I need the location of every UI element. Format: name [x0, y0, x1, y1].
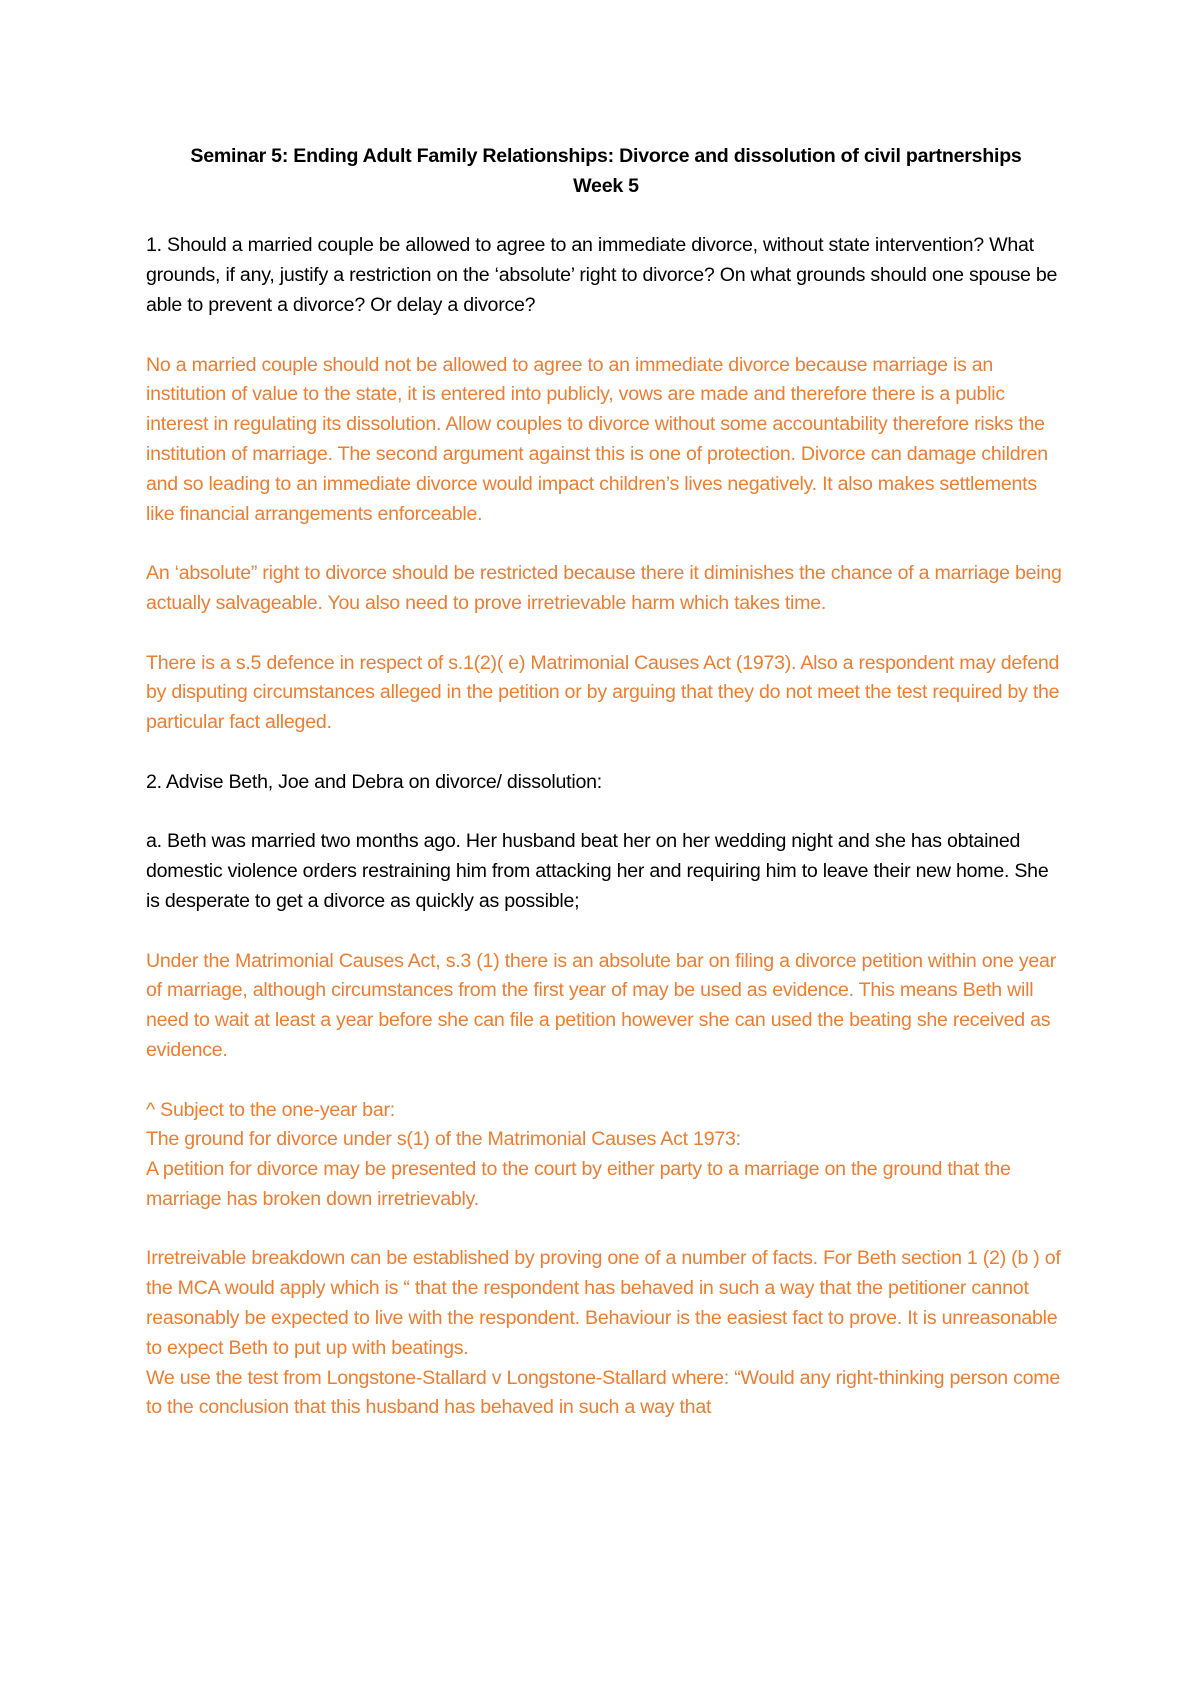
- question-1: 1. Should a married couple be allowed to agree to an immediate divorce, without state intervention? What grounds, if any, justify a restriction on the ‘absolute’ right to divorce? On what grounds should one spouse be able to prevent a divorce? Or delay a divorce?: [146, 234, 1058, 316]
- answer-2a-paragraph-1: Under the Matrimonial Causes Act, s.3 (1) there is an absolute bar on filing a divorce petition within one year of marriage, although circumstances from the first year of may be used as evidence. This means Beth will need to wait at least a year before she can file a petition however she can used the beating she received as evidence.: [146, 949, 1056, 1061]
- answer-2a-paragraph-4: We use the test from Longstone-Stallard v Longstone-Stallard where: “Would any right-thinking person come to the conclusion that this husband has behaved in such a way that: [146, 1366, 1061, 1419]
- answer-1-paragraph-1: No a married couple should not be allowed to agree to an immediate divorce because marriage is an institution of value to the state, it is entered into publicly, vows are made and therefore there is a public interest in regulating its dissolution. Allow couples to divorce without some accountability therefore risks the institution of marriage. The second argument against this is one of protection. Divorce can damage children and so leading to an immediate divorce would impact children’s lives negatively. It also makes settlements like financial arrangements enforceable.: [146, 353, 1048, 525]
- answer-2a-subject-note: ^ Subject to the one-year bar:: [146, 1098, 395, 1121]
- answer-2a-ground-text: A petition for divorce may be presented to the court by either party to a marriage on the ground that the marriage has broken down irretrievably.: [146, 1158, 1011, 1210]
- question-2a: a. Beth was married two months ago. Her husband beat her on her wedding night and she has obtained domestic violence orders restraining him from attacking her and requiring him to leave their new home. She is desperate to get a divorce as quickly as possible;: [146, 830, 1049, 912]
- document-subtitle: Week 5: [573, 174, 639, 197]
- answer-2a-paragraph-3: Irretreivable breakdown can be established by proving one of a number of facts. For Beth section 1 (2) (b ) of the MCA would apply which is “ that the respondent has behaved in such a way that the petitioner cannot reasonably be expected to live with the respondent. Behaviour is the easiest fact to prove. It is unreasonable to expect Beth to put up with beatings.: [146, 1247, 1061, 1359]
- question-2: 2. Advise Beth, Joe and Debra on divorce/ dissolution:: [146, 770, 602, 793]
- document-body: [146, 142, 1066, 1423]
- document-title: Seminar 5: Ending Adult Family Relationships: Divorce and dissolution of civil partnerships: [190, 145, 1022, 167]
- answer-2a-ground-heading: The ground for divorce under s(1) of the Matrimonial Causes Act 1973:: [146, 1128, 741, 1151]
- answer-1-paragraph-2: An ‘absolute” right to divorce should be restricted because there it diminishes the chance of a marriage being actually salvageable. You also need to prove irretrievable harm which takes time.: [146, 562, 1062, 614]
- answer-1-paragraph-3: There is a s.5 defence in respect of s.1(2)( e) Matrimonial Causes Act (1973). Also a respondent may defend by disputing circumstances alleged in the petition or by arguing that they do not meet the test required by the particular fact alleged.: [146, 651, 1060, 734]
